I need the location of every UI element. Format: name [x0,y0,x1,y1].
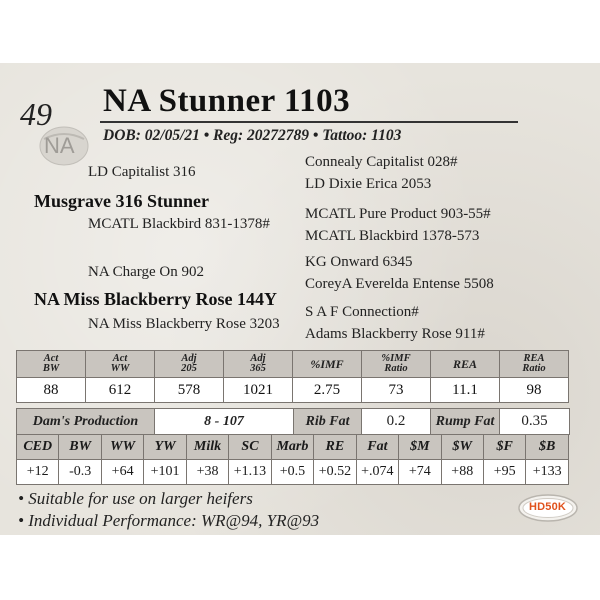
header-adj-365: Adj 365 [224,351,293,378]
header-imf-ratio: %IMF Ratio [362,351,431,378]
epd-header-milk: Milk [186,435,228,460]
epd-value-ced: +12 [17,460,59,485]
dams-production-label: Dam's Production [17,409,155,435]
lot-number: 49 [20,96,52,132]
epd-value-f: +95 [483,460,525,485]
animal-name: NA Stunner 1103 [103,83,351,119]
pedigree-right-1: Connealy Capitalist 028# [305,154,458,170]
note-heifers: • Suitable for use on larger heifers [18,489,253,508]
registration-info: DOB: 02/05/21 • Reg: 20272789 • Tattoo: 1103 [103,127,402,144]
header-rea-ratio: REA Ratio [500,351,569,378]
header-act-ww: Act WW [86,351,155,378]
epd-header-row [17,435,569,460]
epd-value-m: +74 [399,460,441,485]
epd-header-sc: SC [229,435,271,460]
pedigree-sire-dam: MCATL Blackbird 831-1378# [88,216,270,232]
header-act-bw: Act BW [17,351,86,378]
epd-value-marb: +0.5 [271,460,313,485]
header-rea: REA [431,351,500,378]
epd-header-w: $W [441,435,483,460]
value-act-bw: 88 [17,378,86,403]
dams-production-value: 8 - 107 [155,409,294,435]
rib-fat-value: 0.2 [362,409,431,435]
rump-fat-label: Rump Fat [431,409,500,435]
epd-value-ww: +64 [101,460,143,485]
pedigree-right-8: Adams Blackberry Rose 911# [305,326,485,342]
value-imf-ratio: 73 [362,378,431,403]
rump-fat-value: 0.35 [500,409,570,435]
pedigree-right-2: LD Dixie Erica 2053 [305,176,432,192]
value-rea-ratio: 98 [500,378,569,403]
pedigree-dam: NA Miss Blackberry Rose 144Y [34,289,277,309]
epd-value-re: +0.52 [314,460,356,485]
sale-card [0,63,600,535]
epd-table [16,434,569,485]
dams-production-table [16,408,570,435]
epd-header-yw: YW [144,435,186,460]
epd-header-marb: Marb [271,435,313,460]
pedigree-right-5: KG Onward 6345 [305,254,413,270]
performance-value-row [17,378,569,403]
na-logo-text: NA [44,133,75,158]
pedigree-sire: Musgrave 316 Stunner [34,191,209,211]
epd-value-bw: -0.3 [59,460,101,485]
pedigree-dam-dam: NA Miss Blackberry Rose 3203 [88,316,280,332]
performance-header-row [17,351,569,378]
epd-header-b: $B [526,435,569,460]
header-imf: %IMF [293,351,362,378]
epd-header-ced: CED [17,435,59,460]
title-divider [100,121,518,123]
pedigree-dam-sire: NA Charge On 902 [88,264,204,280]
pedigree-right-4: MCATL Blackbird 1378-573 [305,228,480,244]
epd-value-sc: +1.13 [229,460,271,485]
value-imf: 2.75 [293,378,362,403]
dams-production-row [17,409,570,435]
epd-header-f: $F [483,435,525,460]
performance-table [16,350,569,403]
epd-value-row [17,460,569,485]
pedigree-sire-sire: LD Capitalist 316 [88,164,196,180]
epd-value-b: +133 [526,460,569,485]
epd-value-fat: +.074 [356,460,398,485]
hd50k-badge-text: HD50K [529,501,567,513]
note-individual-performance: • Individual Performance: WR@94, YR@93 [18,511,320,530]
pedigree-right-6: CoreyA Everelda Entense 5508 [305,276,494,292]
epd-header-re: RE [314,435,356,460]
value-adj-365: 1021 [224,378,293,403]
pedigree-right-3: MCATL Pure Product 903-55# [305,206,491,222]
epd-header-bw: BW [59,435,101,460]
epd-value-milk: +38 [186,460,228,485]
epd-header-fat: Fat [356,435,398,460]
header-adj-205: Adj 205 [155,351,224,378]
epd-value-w: +88 [441,460,483,485]
epd-header-m: $M [399,435,441,460]
value-act-ww: 612 [86,378,155,403]
rib-fat-label: Rib Fat [294,409,362,435]
epd-value-yw: +101 [144,460,186,485]
pedigree-right-7: S A F Connection# [305,304,419,320]
value-adj-205: 578 [155,378,224,403]
epd-header-ww: WW [101,435,143,460]
value-rea: 11.1 [431,378,500,403]
